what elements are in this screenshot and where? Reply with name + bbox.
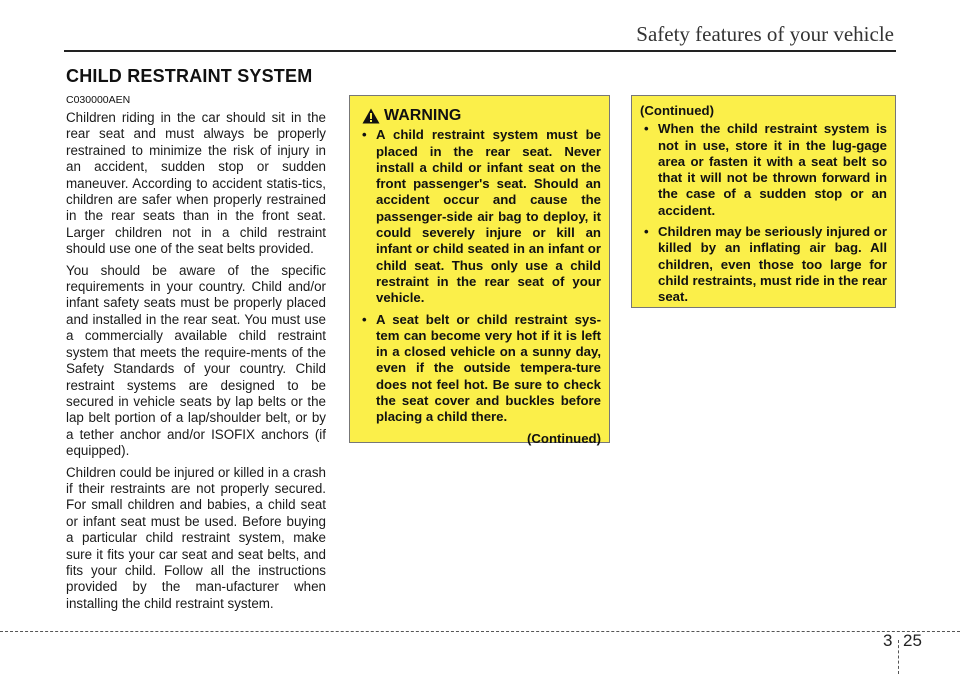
body-paragraph: You should be aware of the specific requirements in your country. Child and/or infant safety seats must be properly placed and installed in the rear seat. You must use a commercially available child restraint system that meets the require-ments of the Safety Standards of your country. Child restraint systems are designed to be secured in vehicle seats by lap belts or the lap belt portion of a lap/shoulder belt, or by a tether anchor and/or ISOFIX anchors (if equipped). (66, 262, 326, 459)
continuation-heading: (Continued) (640, 103, 714, 118)
body-paragraph: Children riding in the car should sit in the rear seat and must always be properly restrained to minimize the risk of injury in an accident, sudden stop or sudden maneuver. According to accident statis-tics, children are safer when properly restrained in the rear seats than in the front seat. Larger children not in a child restraint should use one of the seat belts provided. (66, 110, 326, 257)
continuation-list (640, 121, 887, 305)
footer-rule (0, 631, 960, 632)
warning-title: WARNING (384, 107, 462, 124)
continued-label: (Continued) (527, 430, 601, 446)
body-text-column (66, 110, 326, 617)
warning-heading (362, 108, 601, 124)
warning-triangle-icon (362, 108, 380, 124)
chapter-number: 3 (883, 631, 893, 650)
warning-item: • A child restraint system must be placed in the rear seat. Never install a child or infant seat on the front passenger's seat. Should an accident occur and cause the passenger-side air bag to deploy, it could severely injure or kill an infant or child seated in an infant or child seat. Thus only use a child restraint in the rear seat of your vehicle. (358, 127, 601, 306)
warning-continuation-box (631, 95, 896, 308)
page-number-separator (898, 640, 899, 674)
continuation-item: • Children may be seriously injured or killed by an inflating air bag. All children, even those too large for child restraints, must ride in the rear seat. (640, 224, 887, 305)
section-code: C030000AEN (66, 94, 131, 106)
body-paragraph: Children could be injured or killed in a crash if their restraints are not properly secured. For small children and babies, a child seat or infant seat must be used. Before buying a particular child restraint system, make sure it fits your car seat and seat belts, and fits your child. Follow all the instructions provided by the man-ufacturer when installing the child restraint system. (66, 464, 326, 611)
header-rule (64, 50, 896, 52)
warning-item: • A seat belt or child restraint sys-tem can become very hot if it is left in a closed vehicle on a sunny day, even if the outside tempera-ture does not feel hot. Be sure to check the seat cover and buckles before placing a child there. (358, 312, 601, 426)
continuation-item: • When the child restraint system is not in use, store it in the lug-gage area or fasten it with a seat belt so that it will not be thrown forward in the case of a sudden stop or an accident. (640, 121, 887, 219)
running-header: Safety features of your vehicle (636, 22, 894, 46)
page-number: 25 (903, 631, 922, 650)
warning-box (349, 95, 610, 446)
section-title: CHILD RESTRAINT SYSTEM (66, 66, 313, 86)
warning-list (358, 127, 601, 425)
